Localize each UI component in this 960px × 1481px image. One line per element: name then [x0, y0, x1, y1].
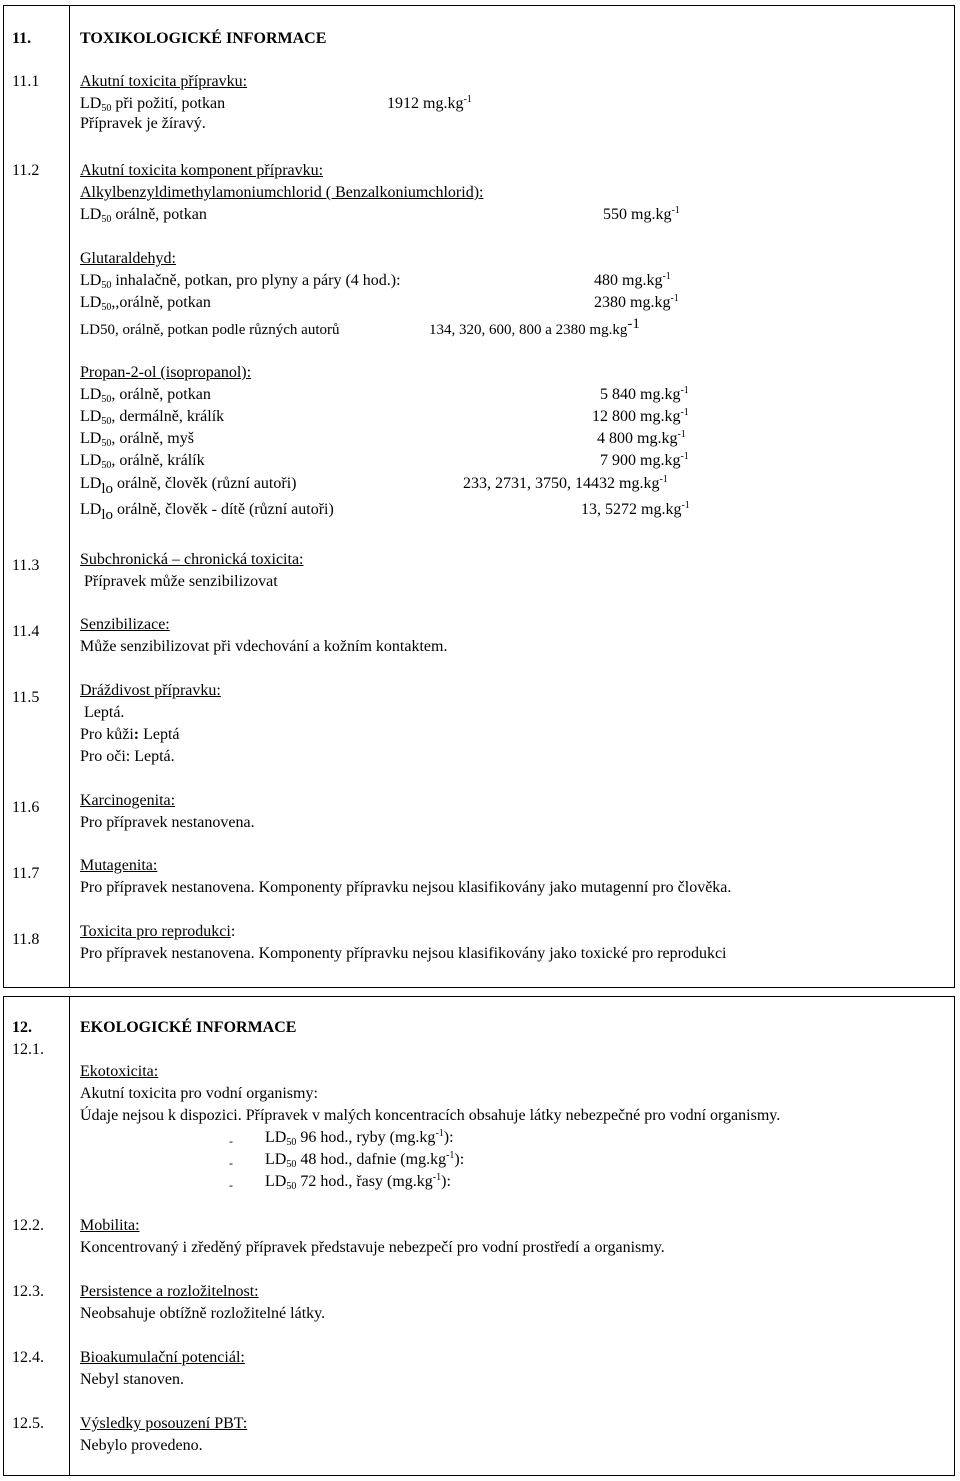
propanol-row-1-value: 5 840 $mg.kg^{-1}$ [600, 385, 689, 403]
subsection-11-3-heading: Subchronická – chronická toxicita: [80, 551, 304, 568]
subsection-11-3-text: Přípravek může senzibilizovat [84, 573, 278, 590]
subsection-11-2-number: 11.2 [12, 162, 40, 179]
subsection-11-2-heading: Akutní toxicita komponent přípravku: [80, 162, 324, 179]
benzalkonium-row-value: 550 $mg.kg^{-1}$ [603, 205, 680, 223]
glutaraldehyd-row-2-label: $LD_{50},,orá\ln ě$, potkan [80, 294, 211, 313]
subsection-11-5-text-3: Pro oči: Leptá. [80, 748, 175, 765]
propanol-row-6-label: LDlo orálně, člověk - dítě (různí autoři) [80, 501, 334, 523]
subsection-12-3-heading: Persistence a rozložitelnost: [80, 1283, 259, 1300]
glutaraldehyd-row-3-value: 134, 320, 600, 800 a 2380 mg.kg-1 [429, 316, 640, 338]
component-propanol-heading: Propan-2-ol (isopropanol): [80, 364, 252, 381]
section-12-divider [69, 996, 70, 1476]
subsection-11-4-number: 11.4 [12, 623, 40, 640]
bullet-dash: - [229, 1134, 233, 1148]
section-11-title: TOXIKOLOGICKÉ INFORMACE [80, 30, 327, 47]
propanol-row-6-value: 13, 5272 $mg.kg^{-1}$ [581, 500, 690, 518]
subsection-11-5-heading: Dráždivost přípravku: [80, 682, 221, 699]
subsection-11-7-text: Pro přípravek nestanovena. Komponenty přípravku nejsou klasifikovány jako mutagenní pro člověka. [80, 879, 732, 896]
propanol-row-4-value: 7 900 $mg.kg^{-1}$ [600, 451, 689, 469]
subsection-12-4-heading: Bioakumulační potenciál: [80, 1349, 245, 1366]
product-ld50-label: $LD_{50}$ při požití, potkan [80, 95, 226, 114]
ecotox-daphnia-item: $LD_{50}$ 48 hod., dafnie $(mg.kg^{-1})$: [265, 1150, 465, 1170]
glutaraldehyd-row-1-label: $LD_{50}$ inhalačně, potkan, pro plyny a páry (4 hod.): [80, 272, 401, 291]
ecotox-algae-item: $LD_{50}$ 72 hod., řasy $(mg.kg^{-1})$: [265, 1172, 451, 1192]
propanol-row-4-label: $LD_{50}$, orálně, králík [80, 452, 205, 471]
product-corrosive-note: Přípravek je žíravý. [80, 115, 206, 132]
section-12-number: 12. [12, 1019, 32, 1036]
subsection-11-8-number: 11.8 [12, 931, 40, 948]
subsection-11-6-text: Pro přípravek nestanovena. [80, 814, 255, 831]
propanol-row-3-label: $LD_{50}$, orálně, myš [80, 430, 194, 449]
propanol-row-3-value: 4 800 $mg.kg^{-1}$ [597, 429, 686, 447]
subsection-12-1-number: 12.1. [12, 1041, 44, 1058]
subsection-12-5-heading: Výsledky posouzení PBT: [80, 1415, 248, 1432]
subsection-12-1-text-2: Údaje nejsou k dispozici. Přípravek v malých koncentracích obsahuje látky nebezpečné pro vodní organismy. [80, 1107, 781, 1124]
propanol-row-2-value: 12 800 $mg.kg^{-1}$ [592, 407, 689, 425]
section-11-divider [69, 5, 70, 988]
subsection-11-7-number: 11.7 [12, 865, 40, 882]
glutaraldehyd-row-2-value: 2380 $mg.kg^{-1}$ [594, 293, 679, 311]
subsection-11-1-number: 11.1 [12, 73, 40, 90]
propanol-row-1-label: $LD_{50}$, orálně, potkan [80, 386, 211, 405]
glutaraldehyd-row-1-value: 480 $mg.kg^{-1}$ [594, 271, 671, 289]
subsection-11-8-heading: Toxicita pro reprodukci: [80, 923, 236, 940]
ecotox-fish-item: $LD_{50}$ 96 hod., ryby $(mg.kg^{-1})$: [265, 1128, 454, 1148]
subsection-11-5-text-2: Pro kůži: Leptá [80, 726, 180, 743]
component-glutaraldehyd-heading: Glutaraldehyd: [80, 250, 176, 267]
subsection-11-6-number: 11.6 [12, 799, 40, 816]
bullet-dash: - [229, 1178, 233, 1192]
section-11-box [3, 5, 955, 988]
subsection-12-3-text: Neobsahuje obtížně rozložitelné látky. [80, 1305, 326, 1322]
subsection-11-4-heading: Senzibilizace: [80, 616, 170, 633]
subsection-12-5-text: Nebylo provedeno. [80, 1437, 203, 1454]
propanol-row-2-label: $LD_{50}$, dermálně, králík [80, 408, 225, 427]
subsection-12-2-heading: Mobilita: [80, 1217, 140, 1234]
subsection-12-5-number: 12.5. [12, 1415, 44, 1432]
propanol-row-5-label: LDlo orálně, člověk (různí autoři) [80, 475, 297, 497]
benzalkonium-row-label: $LD_{50}$ orálně, potkan [80, 206, 207, 225]
subsection-11-7-heading: Mutagenita: [80, 857, 158, 874]
subsection-11-4-text: Může senzibilizovat při vdechování a kožním kontaktem. [80, 638, 448, 655]
subsection-12-2-number: 12.2. [12, 1217, 44, 1234]
glutaraldehyd-row-3-label: LD50, orálně, potkan podle různých autorů [80, 322, 340, 338]
subsection-12-4-text: Nebyl stanoven. [80, 1371, 184, 1388]
subsection-11-3-number: 11.3 [12, 557, 40, 574]
section-12-title: EKOLOGICKÉ INFORMACE [80, 1019, 297, 1036]
subsection-12-2-text: Koncentrovaný i zředěný přípravek představuje nebezpečí pro vodní prostředí a organismy. [80, 1239, 665, 1256]
subsection-11-6-heading: Karcinogenita: [80, 792, 176, 809]
subsection-12-1-text-1: Akutní toxicita pro vodní organismy: [80, 1085, 318, 1102]
subsection-11-5-text-1: Leptá. [84, 704, 125, 721]
product-ld50-value: 1912 $mg.kg^{-1}$ [387, 94, 472, 112]
section-11-number: 11. [12, 30, 32, 47]
component-benzalkonium-heading: Alkylbenzyldimethylamoniumchlorid ( Benzalkoniumchlorid): [80, 184, 484, 201]
subsection-11-1-heading: Akutní toxicita přípravku: [80, 73, 248, 90]
subsection-11-8-text: Pro přípravek nestanovena. Komponenty přípravku nejsou klasifikovány jako toxické pro reprodukci [80, 945, 727, 962]
subsection-12-4-number: 12.4. [12, 1349, 44, 1366]
subsection-12-1-heading: Ekotoxicita: [80, 1063, 159, 1080]
bullet-dash: - [229, 1156, 233, 1170]
subsection-12-3-number: 12.3. [12, 1283, 44, 1300]
subsection-11-5-number: 11.5 [12, 689, 40, 706]
propanol-row-5-value: 233, 2731, 3750, 14432 $mg.kg^{-1}$ [463, 474, 668, 492]
